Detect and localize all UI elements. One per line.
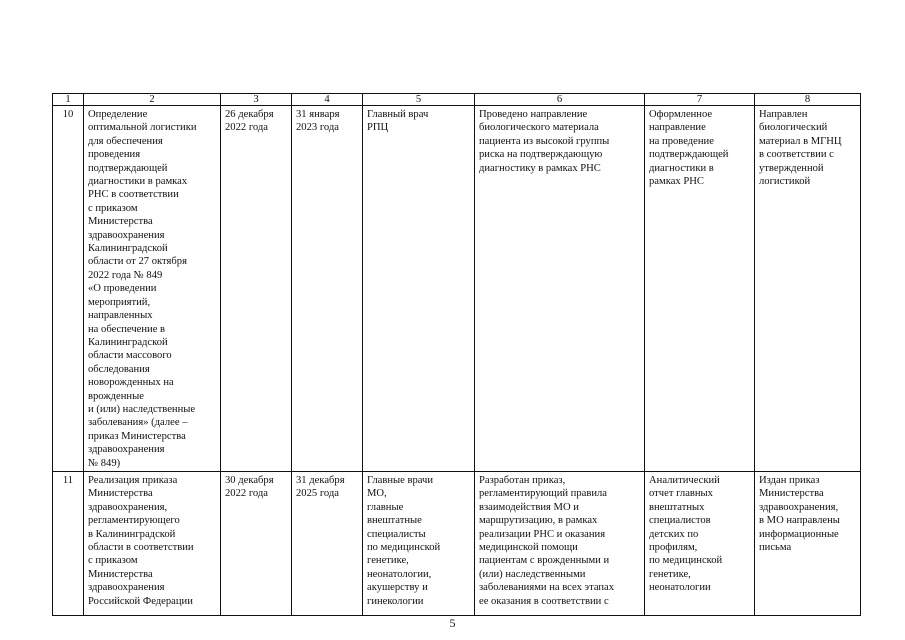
column-header: 1 (53, 94, 84, 106)
table-row (53, 106, 861, 472)
result-cell (475, 106, 645, 472)
start-date-cell (221, 471, 292, 615)
result-cell (475, 471, 645, 615)
activity-cell (84, 471, 221, 615)
page-number: 5 (449, 616, 456, 630)
activity-text: Реализация приказа Министерства здравоохранения, регламентирующего в Калининградской области в соответствии с приказом Министерства здравоохранения Российской Федерации (88, 474, 194, 607)
row-number-cell: 11 (53, 471, 84, 615)
start-date-text: 26 декабря 2022 года (225, 109, 274, 134)
start-date-cell (221, 106, 292, 472)
result-text: Разработан приказ, регламентирующий правила взаимодействия МО и маршрутизацию, в рамках реализации РНС и оказания медицинской помощи пациентам с врожденными и (или) наследственными заболеваниями на всех этапах ее оказания в соответствии с (479, 474, 615, 607)
responsible-text: Главные врачи МО, главные внештатные специалисты по медицинской генетике, неонатологии, акушерству и гинекологии (367, 474, 441, 607)
row-number-cell: 10 (53, 106, 84, 472)
activity-cell (84, 106, 221, 472)
responsible-text: Главный врач РПЦ (367, 109, 429, 134)
result-text: Проведено направление биологического материала пациента из высокой группы риска на подтверждающую диагностику в рамках РНС (479, 109, 610, 174)
responsible-cell (363, 106, 475, 472)
end-date-cell (292, 106, 363, 472)
column-header: 6 (475, 94, 645, 106)
end-date-cell (292, 471, 363, 615)
column-header: 2 (84, 94, 221, 106)
column-header: 4 (292, 94, 363, 106)
end-date-text: 31 декабря 2025 года (296, 474, 345, 500)
outcome-cell (755, 106, 861, 472)
column-header: 5 (363, 94, 475, 106)
outcome-text: Издан приказ Министерства здравоохранения, в МО направлены информационные письма (759, 474, 840, 553)
document-table (52, 93, 861, 616)
column-header: 8 (755, 94, 861, 106)
end-date-text: 31 января 2023 года (296, 109, 340, 134)
responsible-cell (363, 471, 475, 615)
outcome-text: Направлен биологический материал в МГНЦ в соответствии с утвержденной логистикой (759, 109, 842, 188)
document-text: Аналитический отчет главных внештатных специалистов детских по профилям, по медицинской генетике, неонатологии (649, 474, 723, 594)
start-date-text: 30 декабря 2022 года (225, 474, 274, 500)
table-row (53, 471, 861, 615)
document-text: Оформленное направление на проведение подтверждающей диагностики в рамках РНС (649, 109, 729, 188)
column-header: 7 (645, 94, 755, 106)
column-header: 3 (221, 94, 292, 106)
document-cell (645, 471, 755, 615)
outcome-cell (755, 471, 861, 615)
table-header-row (53, 94, 861, 106)
activity-text: Определение оптимальной логистики для обеспечения проведения подтверждающей диагностики в рамках РНС в соответствии с приказом Министерства здравоохранения Калининградской области от 27 октября 2022 года № 849 «О проведении мероприятий, направленных на обеспечение в Калининградской области массового обследования новорожденных на врожденные и (или) наследственные заболевания» (далее – приказ Министерства здравоохранения № 849) (88, 109, 197, 469)
document-cell (645, 106, 755, 472)
